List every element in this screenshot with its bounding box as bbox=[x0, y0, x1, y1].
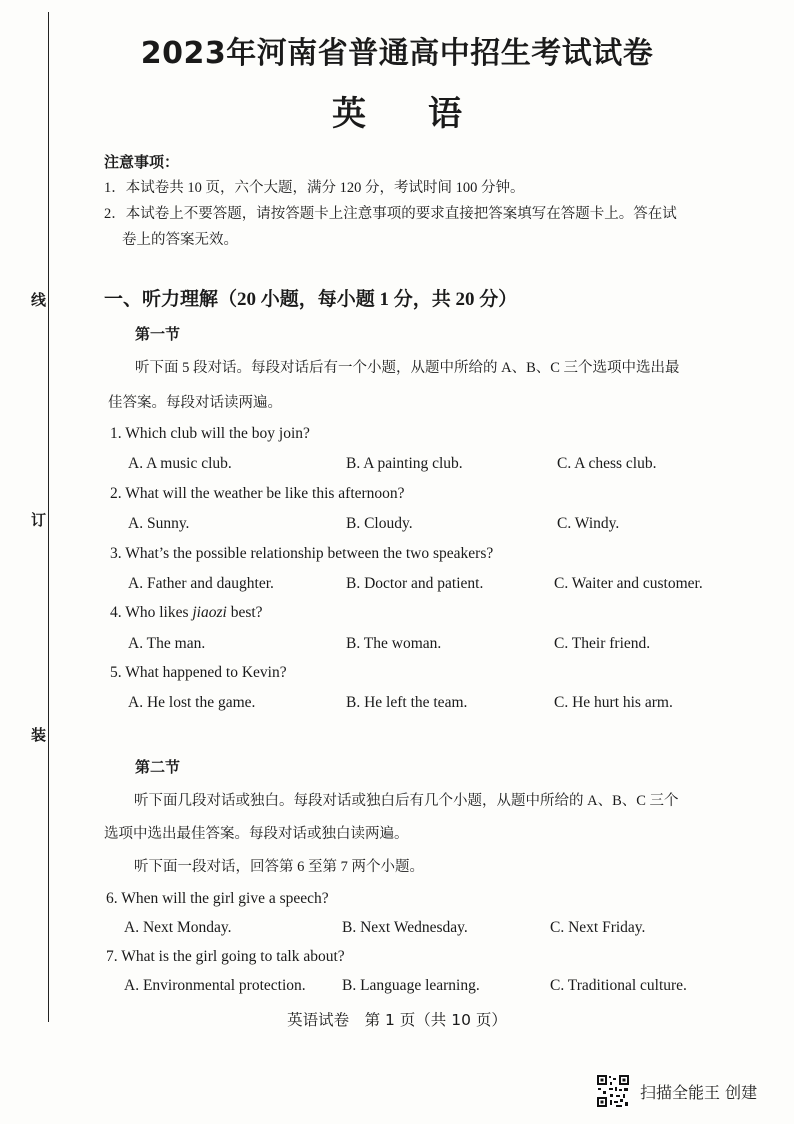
qr-code-icon bbox=[596, 1074, 630, 1108]
option-c: C. A chess club. bbox=[557, 455, 657, 472]
notice-heading: 注意事项： bbox=[104, 155, 180, 171]
binding-char-xian: 线 bbox=[31, 291, 47, 309]
option-c: C. Next Friday. bbox=[550, 919, 646, 936]
question-stem: 2. What will the weather be like this afternoon? bbox=[110, 485, 405, 502]
option-a: A. Environmental protection. bbox=[124, 977, 306, 994]
option-b: B. Doctor and patient. bbox=[346, 575, 484, 592]
part-heading-1: 第一节 bbox=[135, 327, 181, 343]
page-footer: 英语试卷 第 1 页（共 10 页） bbox=[287, 1011, 507, 1029]
option-b: B. Cloudy. bbox=[346, 515, 413, 532]
part-heading-2: 第二节 bbox=[135, 760, 181, 776]
question-stem-suffix: best? bbox=[226, 604, 263, 621]
question-stem: 3. What’s the possible relationship between the two speakers? bbox=[110, 545, 494, 562]
part2-instruction-line-2: 选项中选出最佳答案。每段对话或独白读两遍。 bbox=[104, 826, 409, 842]
binding-char-zhuang: 装 bbox=[31, 726, 47, 744]
question-stem: 6. When will the girl give a speech? bbox=[106, 890, 329, 907]
notice-item-2-line-1: 2．本试卷上不要答题，请按答题卡上注意事项的要求直接把答案填写在答题卡上。答在试 bbox=[104, 206, 677, 222]
option-b: B. A painting club. bbox=[346, 455, 463, 472]
option-b: B. He left the team. bbox=[346, 694, 468, 711]
question-stem-prefix: 4. Who likes bbox=[110, 604, 193, 621]
option-a: A. Father and daughter. bbox=[128, 575, 274, 592]
part2-instruction-line-1: 听下面几段对话或独白。每段对话或独白后有几个小题，从题中所给的 A、B、C 三个 bbox=[134, 793, 679, 809]
binding-char-ding: 订 bbox=[31, 511, 47, 529]
option-a: A. Sunny. bbox=[128, 515, 190, 532]
subject-title: 英语 bbox=[332, 94, 524, 134]
watermark-text: 扫描全能王 创建 bbox=[640, 1083, 758, 1102]
option-a: A. The man. bbox=[128, 635, 206, 652]
question-stem: 7. What is the girl going to talk about? bbox=[106, 948, 345, 965]
option-c: C. He hurt his arm. bbox=[554, 694, 673, 711]
question-stem: 5. What happened to Kevin? bbox=[110, 664, 287, 681]
option-b: B. Language learning. bbox=[342, 977, 480, 994]
question-stem: 1. Which club will the boy join? bbox=[110, 425, 310, 442]
option-c: C. Their friend. bbox=[554, 635, 651, 652]
option-a: A. A music club. bbox=[128, 455, 232, 472]
part1-instruction-line-1: 听下面 5 段对话。每段对话后有一个小题，从题中所给的 A、B、C 三个选项中选出最 bbox=[135, 360, 680, 376]
part2-sub-instruction: 听下面一段对话，回答第 6 至第 7 两个小题。 bbox=[134, 859, 424, 875]
option-c: C. Waiter and customer. bbox=[554, 575, 703, 592]
option-b: B. The woman. bbox=[346, 635, 442, 652]
part1-instruction-line-2: 佳答案。每段对话读两遍。 bbox=[108, 395, 282, 411]
notice-item-2-line-2: 卷上的答案无效。 bbox=[122, 232, 238, 248]
question-stem-italic: jiaozi bbox=[192, 604, 227, 621]
section-heading-listening: 一、听力理解（20 小题，每小题 1 分，共 20 分） bbox=[104, 289, 518, 310]
option-c: C. Windy. bbox=[557, 515, 620, 532]
option-a: A. He lost the game. bbox=[128, 694, 256, 711]
option-a: A. Next Monday. bbox=[124, 919, 232, 936]
notice-item-1: 1．本试卷共 10 页，六个大题，满分 120 分，考试时间 100 分钟。 bbox=[104, 180, 525, 196]
question-stem bbox=[110, 603, 263, 623]
binding-line bbox=[48, 12, 49, 1022]
exam-title: 2023年河南省普通高中招生考试试卷 bbox=[140, 36, 654, 71]
option-c: C. Traditional culture. bbox=[550, 977, 687, 994]
option-b: B. Next Wednesday. bbox=[342, 919, 468, 936]
